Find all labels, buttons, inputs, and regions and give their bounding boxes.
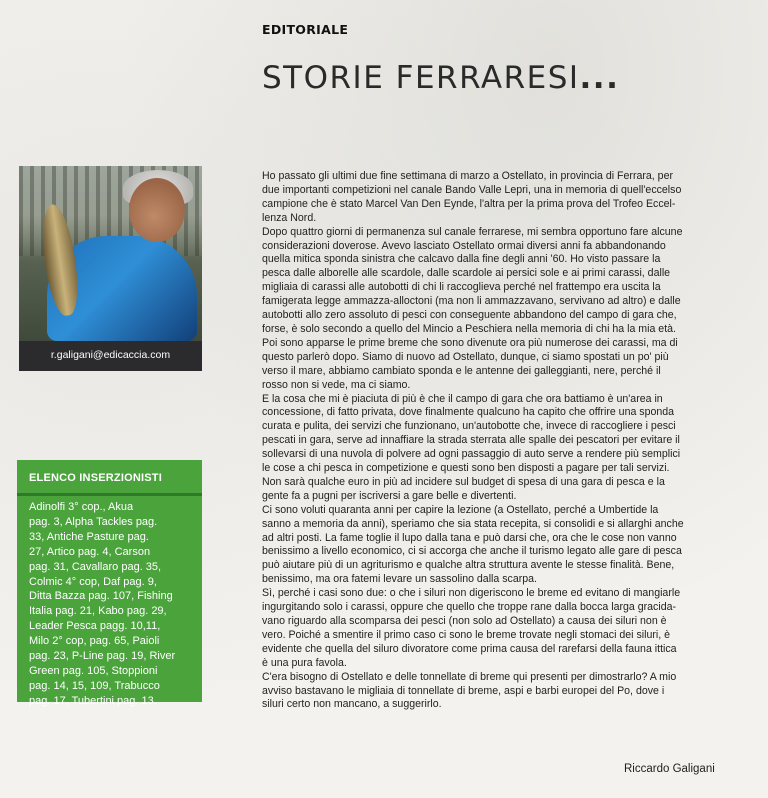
article-line: Poi sono apparse le prime breme che sono divenute ora più numerose dei carassi, ma di [262, 336, 678, 349]
advertiser-line: pag. 17, Tubertini pag. 13. [29, 694, 157, 707]
article-line: Sì, perché i casi sono due: o che i siluri non digeriscono le breme ed evitano di mangiarle [262, 587, 681, 600]
article-line: famigerata legge ammazza-alloctoni (ma non li ammazzavano, servivano ad altro) e dalle [262, 295, 681, 308]
article-line: lenza Nord. [262, 211, 317, 224]
author-photo [19, 166, 202, 341]
advertiser-line: Italia pag. 21, Kabo pag. 29, [29, 605, 167, 618]
article-line: Non sarà qualche euro in più ad incidere sul budget di spesa di una gara di pesca e la [262, 475, 665, 488]
advertiser-line: pag. 31, Cavallaro pag. 35, [29, 560, 162, 573]
advertisers-divider [17, 493, 202, 496]
advertisers-box [17, 460, 202, 707]
article-line: benissimo a livello economico, ci si accorga che anche il turismo legato alle gare di pesca [262, 545, 682, 558]
article-line: sollevarsi di una nuvola di polvere ad ogni passaggio di auto serve a rendere più semplici [262, 448, 681, 461]
article-line: E la cosa che mi è piaciuta di più è che il campo di gara che ora battiamo è un'area in [262, 392, 663, 405]
advertiser-line: Ditta Bazza pag. 107, Fishing [29, 590, 173, 603]
article-line: ad altri posti. La fame toglie il lupo dalla tana e può darsi che, ora che le cose non vanno [262, 531, 677, 544]
article-line: benissimo, ma ora fatemi levare un sassolino dalla scarpa. [262, 573, 537, 586]
author-photo-card [19, 166, 202, 371]
article-line: vero. Poiché a smentire il primo caso ci sono le breme trovate negli stomaci dei siluri, è [262, 628, 671, 641]
advertiser-line: 33, Antiche Pasture pag. [29, 530, 149, 543]
section-label: EDITORIALE [262, 22, 349, 37]
advertiser-line: 27, Artico pag. 4, Carson [29, 545, 151, 558]
article-line: è una pura favola. [262, 656, 347, 669]
advertiser-line: Milo 2° cop, pag. 65, Paioli [29, 635, 160, 648]
article-line: sanno a memoria da anni), speriamo che sia stata recepita, si consolidi e si allarghi anche [262, 517, 684, 530]
title-ellipsis: ... [579, 60, 620, 96]
article-line: questo parlerò dopo. Siamo di nuovo ad Ostellato, dunque, ci siamo spostati un po' più [262, 350, 669, 363]
article-line: verso il mare, abbiamo cambiato sponda e le antenne dei galleggianti, nere, perché il [262, 364, 661, 377]
article-line: forse, è solo secondo a quello del Mincio a Peschiera nella memoria di chi ha la mia età. [262, 322, 676, 335]
advertiser-line: Green pag. 105, Stoppioni [29, 664, 158, 677]
advertiser-line: pag. 14, 15, 109, Trabucco [29, 679, 160, 692]
article-line: considerazioni doverose. Avevo lasciato Ostellato ormai diversi anni fa abbandonando [262, 239, 666, 252]
advertisers-list [29, 500, 194, 709]
article-line: pesca dalle alborelle alle scardole, dalle scardole ai persici sole e ai primi carassi, dalle [262, 267, 671, 280]
article-line: campione che è stato Marcel Van Den Eynde, l'altra per la prima prova del Trofeo Eccel- [262, 197, 676, 210]
article-line: concessione, di fatto privata, dove finalmente qualcuno ha capito che offrire una sponda [262, 406, 675, 419]
article-line: pescati in gara, serve ad innaffiare la strada sterrata alle spalle dei pescatori per evitare il [262, 434, 680, 447]
article-body [262, 170, 757, 712]
article-line: vano riguardo alla scomparsa dei pesci (non solo ad Ostellato) a causa dei siluri non è [262, 615, 667, 627]
advertiser-line: pag. 23, P-Line pag. 19, River [29, 650, 176, 663]
advertiser-line: Adinolfi 3° cop., Akua [29, 501, 134, 513]
article-line: Ci sono voluti quaranta anni per capire la lezione (a Ostellato, perché a Umbertide la [262, 503, 659, 516]
advertiser-line: pag. 3, Alpha Tackles pag. [29, 515, 158, 528]
article-signature: Riccardo Galigani [624, 763, 715, 775]
article-line: ingurgitando solo i carassi, oppure che quello che troppe rane dalla bocca larga gracida- [262, 601, 677, 614]
article-line: Dopo quattro giorni di permanenza sul canale ferrarese, mi sembra opportuno fare alcune [262, 225, 683, 238]
article-line: siluri certo non mancano, a suggerirlo. [262, 698, 442, 711]
title-text: STORIE FERRARESI [262, 60, 580, 96]
article-line: autobotti allo zero assoluto di pesci con conseguente abbandono del campo di gara che, [262, 309, 677, 322]
article-line: gente fa a pugni per iscriversi a gare belle e divertenti. [262, 489, 517, 502]
author-email[interactable]: r.galigani@edicaccia.com [50, 349, 171, 361]
article-line: due importanti competizioni nel canale Bando Valle Lepri, una in memoria di quell'eccelso [262, 183, 682, 196]
page-title [262, 60, 619, 96]
advertisers-title: ELENCO INSERZIONISTI [29, 472, 162, 484]
article-line: Ho passato gli ultimi due fine settimana di marzo a Ostellato, in provincia di Ferrara, per [262, 170, 673, 182]
article-line: rosso non si vede, ma ci siamo. [262, 378, 411, 391]
photo-head [129, 178, 185, 242]
article-line: avviso bastavano le migliaia di tonnellate di breme, aspi e barbi europei del Po, dove i [262, 684, 665, 697]
article-line: le cose a chi pesca in competizione e questi sono ben disposti a pagare per tali servizi. [262, 462, 670, 475]
article-line: evidente che quella del siluro divoratore come prima causa del rarefarsi della fauna ittica [262, 642, 677, 655]
article-line: C'era bisogno di Ostellato e delle tonnellate di breme qui presenti per dimostrarlo? A mio [262, 670, 677, 683]
article-line: quella mitica sponda sinistra che calcavo dalla fine degli anni '60. Ho visto passare la [262, 253, 661, 266]
advertiser-line: Leader Pesca pagg. 10,11, [29, 620, 161, 633]
advertiser-line: Colmic 4° cop, Daf pag. 9, [29, 575, 157, 588]
article-line: può aiutare più di un agriturismo e qualche altra struttura avente le stesse finalità. Bene, [262, 559, 675, 572]
article-line: migliaia di carassi alle autobotti di chi li raccoglieva perché nel frattempo era uscita la [262, 281, 661, 294]
article-line: curata e pulita, dei servizi che funzionano, un'autobotte che, invece di raccogliere i pesci [262, 420, 676, 433]
